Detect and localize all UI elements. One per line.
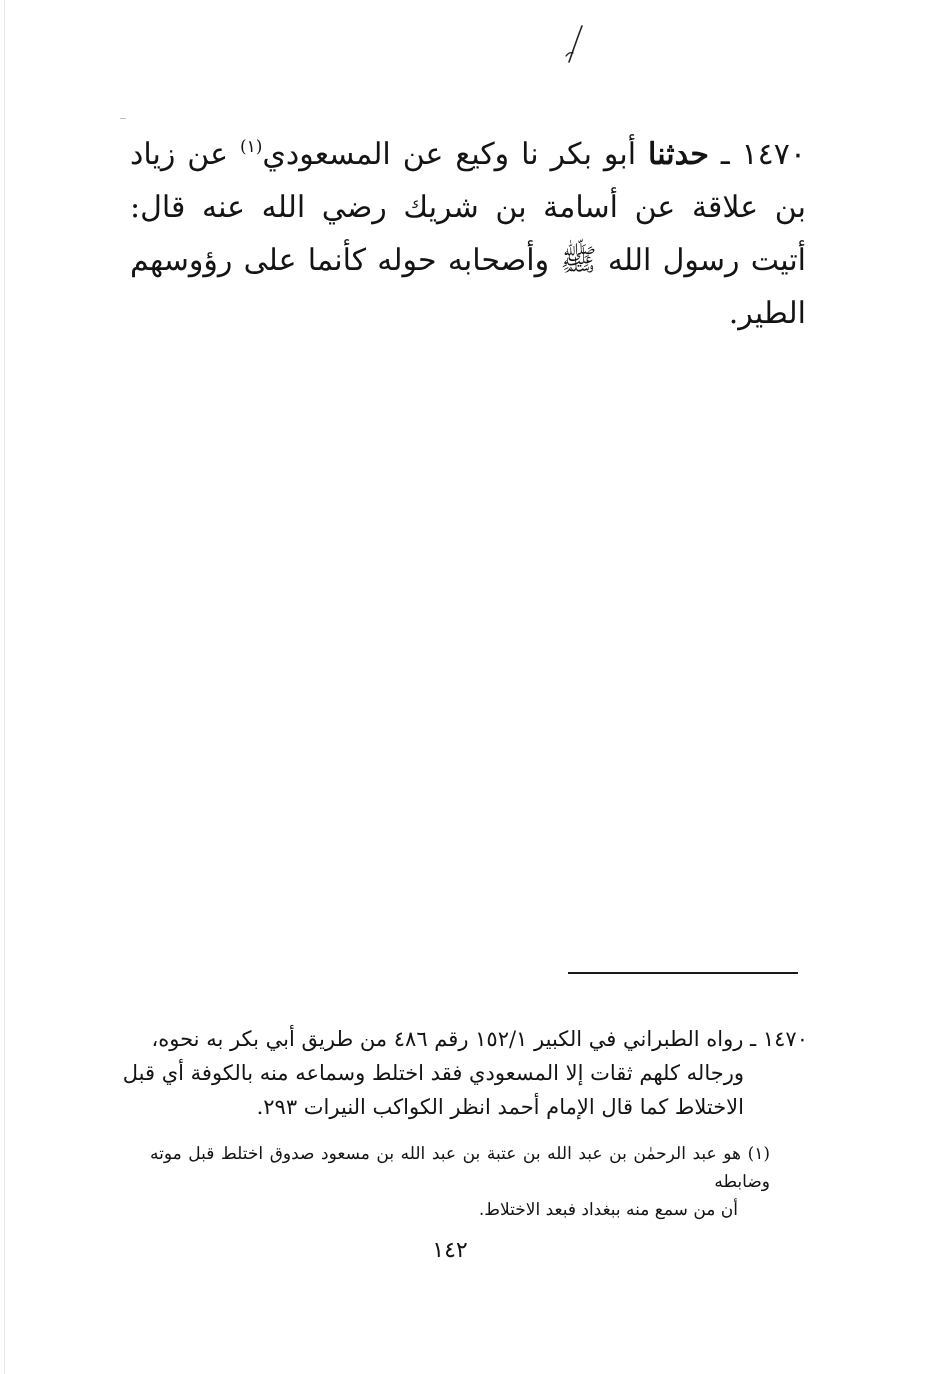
handwritten-mark-icon xyxy=(560,22,590,66)
footnote-line-1: (١) هو عبد الرحمٰن بن عبد الله بن عتبة بن عبد الله بن مسعود صدوق اختلط قبل موته وضابطه xyxy=(150,1144,770,1192)
footnote xyxy=(150,1140,770,1224)
margin-tick xyxy=(120,118,126,119)
hadith-number: ١٤٧٠ xyxy=(741,137,806,172)
hadith-text xyxy=(130,128,806,340)
takhrij-line-1: ١٤٧٠ ـ رواه الطبراني في الكبير ١٥٢/١ رقم ٤٨٦ من طريق أبي بكر به نحوه، xyxy=(151,1027,808,1051)
scan-edge-line xyxy=(4,0,5,1374)
takhrij-note xyxy=(120,1022,808,1124)
takhrij-line-2: ورجاله كلهم ثقات إلا المسعودي فقد اختلط وسماعه منه بالكوفة أي قبل xyxy=(122,1061,744,1085)
hadith-dash: ـ xyxy=(708,137,742,172)
hadith-isnad-part2: عن زياد بن علاقة عن أسامة بن شريك رضي الله عنه قال: أتيت رسول الله ﷺ وأصحابه حوله كأنما على رؤوسهم الطير. xyxy=(130,137,806,331)
footnote-separator-rule xyxy=(568,972,798,974)
hadith-isnad-part1: أبو بكر نا وكيع عن المسعودي xyxy=(262,137,649,172)
footnote-reference: (١) xyxy=(239,137,263,157)
hadith-keyword: حدثنا xyxy=(648,137,709,172)
page-number: ١٤٢ xyxy=(432,1238,468,1263)
footnote-line-2: أن من سمع منه ببغداد فبعد الاختلاط. xyxy=(478,1200,738,1220)
takhrij-line-3: الاختلاط كما قال الإمام أحمد انظر الكواكب النيرات ٢٩٣. xyxy=(256,1095,744,1119)
